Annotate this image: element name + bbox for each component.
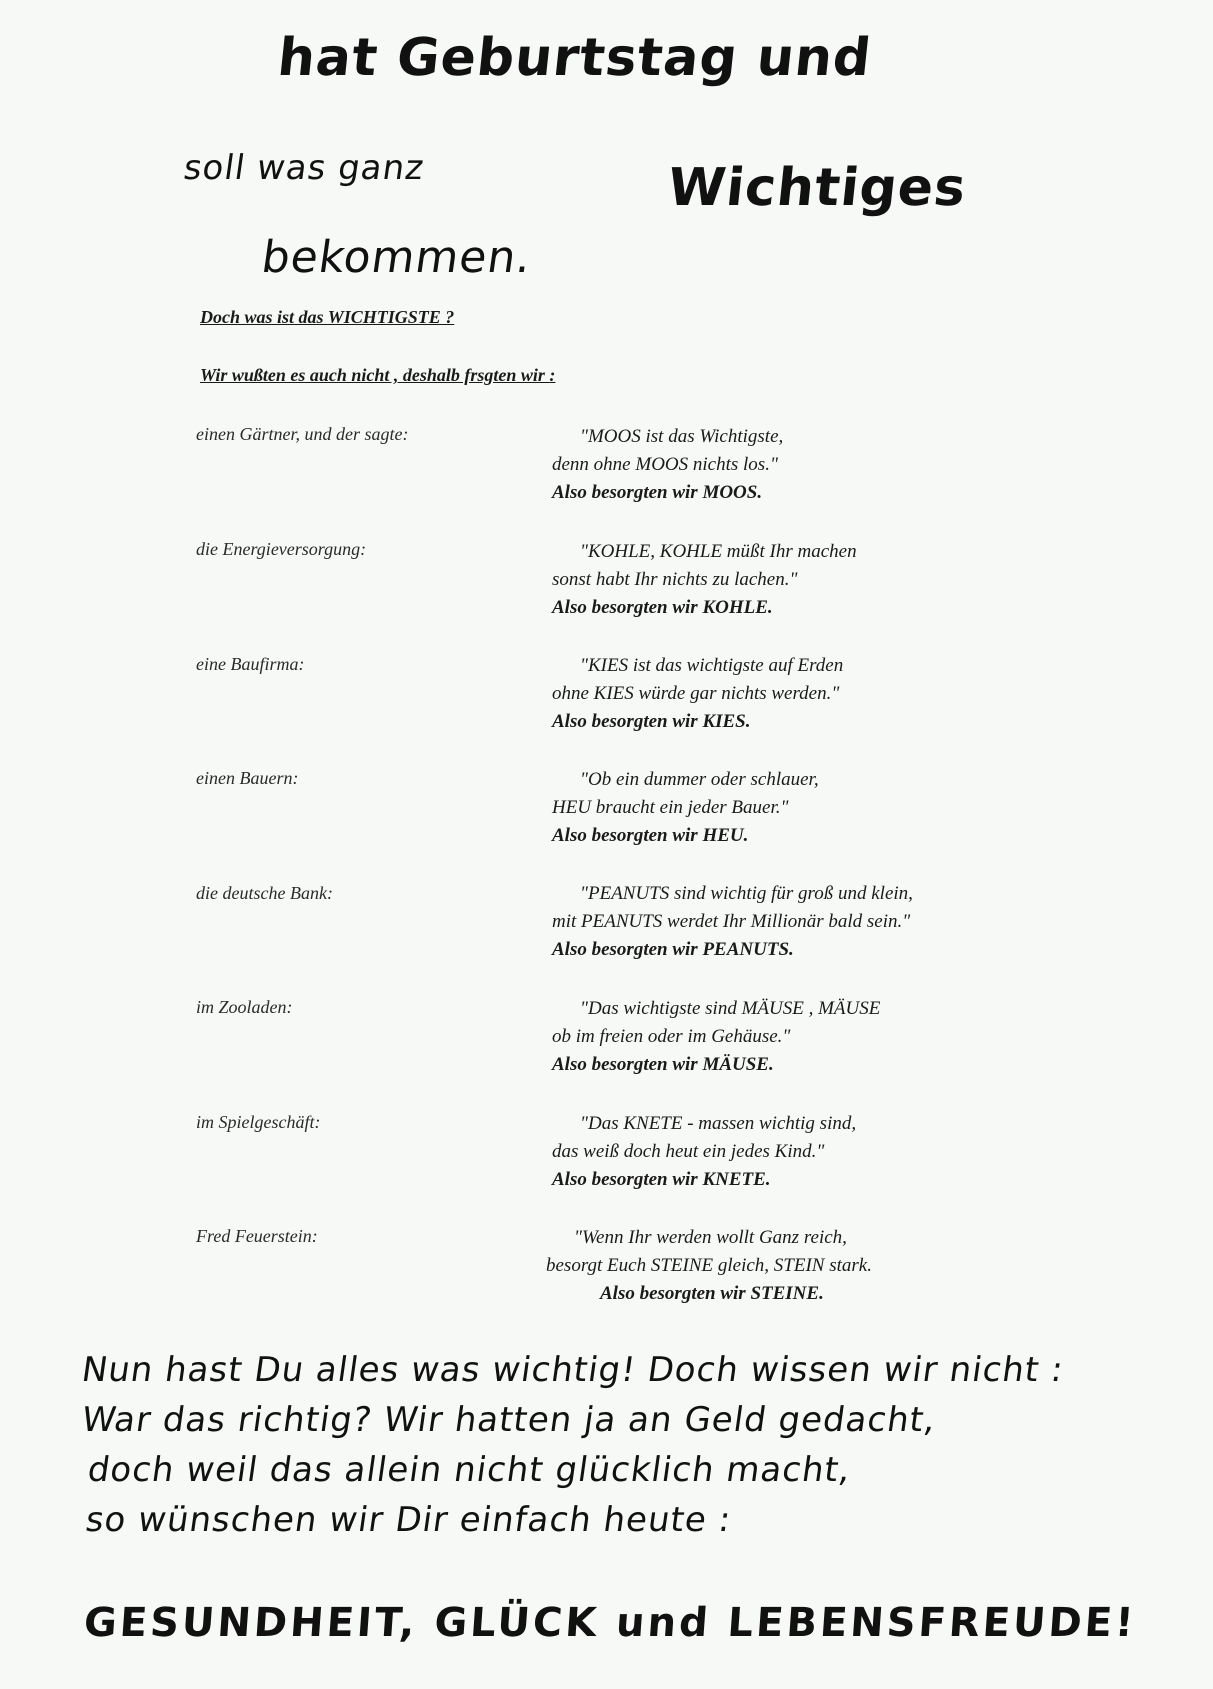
quote-line: "KOHLE, KOHLE müßt Ihr machen xyxy=(580,541,857,562)
closing-line-1: Nun hast Du alles was wichtig! Doch wissen wir nicht : xyxy=(79,1350,1067,1390)
entry-quote xyxy=(552,538,857,622)
quote-line: "Das wichtigste sind MÄUSE , MÄUSE xyxy=(580,998,881,1019)
intro-question: Doch was ist das WICHTIGSTE ? xyxy=(200,307,455,327)
title-line-2b: Wichtiges xyxy=(664,158,970,218)
entry-source: einen Gärtner, und der sagte: xyxy=(196,424,409,444)
quote-line: denn ohne MOOS nichts los." xyxy=(552,454,778,475)
quote-conclusion: Also besorgten wir STEINE. xyxy=(600,1283,824,1304)
quote-line: sonst habt Ihr nichts zu lachen." xyxy=(552,569,798,590)
entry-source: eine Baufirma: xyxy=(196,654,305,674)
quote-line: mit PEANUTS werdet Ihr Millionär bald sein." xyxy=(552,911,911,932)
quote-conclusion: Also besorgten wir MOOS. xyxy=(552,482,763,503)
quote-conclusion: Also besorgten wir MÄUSE. xyxy=(552,1054,774,1075)
quote-conclusion: Also besorgten wir KNETE. xyxy=(552,1169,771,1190)
closing-line-2: War das richtig? Wir hatten ja an Geld gedacht, xyxy=(79,1400,939,1440)
entry-quote xyxy=(552,1110,856,1194)
quote-line: "KIES ist das wichtigste auf Erden xyxy=(580,655,844,676)
quote-conclusion: Also besorgten wir HEU. xyxy=(552,825,749,846)
entry-quote xyxy=(552,652,843,736)
title-line-1: hat Geburtstag und xyxy=(274,28,875,88)
quote-line: das weiß doch heut ein jedes Kind." xyxy=(552,1141,825,1162)
quote-line: "Wenn Ihr werden wollt Ganz reich, xyxy=(574,1227,847,1248)
entry-source: die Energieversorgung: xyxy=(196,539,367,559)
quote-conclusion: Also besorgten wir KOHLE. xyxy=(552,597,773,618)
entry-quote xyxy=(552,423,783,507)
entry-quote xyxy=(552,766,819,850)
entry-quote xyxy=(552,880,913,964)
title-line-2a: soll was ganz xyxy=(181,148,428,188)
entry-source: Fred Feuerstein: xyxy=(196,1226,318,1246)
quote-line: "Ob ein dummer oder schlauer, xyxy=(580,769,819,790)
entry-source: im Zooladen: xyxy=(196,997,293,1017)
quote-line: ob im freien oder im Gehäuse." xyxy=(552,1026,791,1047)
quote-line: besorgt Euch STEINE gleich, STEIN stark. xyxy=(546,1255,872,1276)
quote-line: ohne KIES würde gar nichts werden." xyxy=(552,683,840,704)
quote-line: "MOOS ist das Wichtigste, xyxy=(580,426,784,447)
closing-line-4: so wünschen wir Dir einfach heute : xyxy=(83,1500,735,1540)
closing-wish: GESUNDHEIT, GLÜCK und LEBENSFREUDE! xyxy=(82,1600,1138,1646)
quote-line: "Das KNETE - massen wichtig sind, xyxy=(580,1113,857,1134)
entry-source: im Spielgeschäft: xyxy=(196,1112,321,1132)
entry-source: die deutsche Bank: xyxy=(196,883,333,903)
intro-asked: Wir wußten es auch nicht , deshalb frsgten wir : xyxy=(200,365,556,385)
quote-line: HEU braucht ein jeder Bauer." xyxy=(552,797,789,818)
quote-conclusion: Also besorgten wir PEANUTS. xyxy=(552,939,794,960)
quote-conclusion: Also besorgten wir KIES. xyxy=(552,711,751,732)
quote-line: "PEANUTS sind wichtig für groß und klein, xyxy=(580,883,913,904)
title-line-3: bekommen. xyxy=(258,232,536,283)
entry-quote xyxy=(552,995,880,1079)
closing-line-3: doch weil das allein nicht glücklich macht, xyxy=(85,1450,854,1490)
entry-source: einen Bauern: xyxy=(196,768,299,788)
entry-quote xyxy=(546,1224,872,1308)
